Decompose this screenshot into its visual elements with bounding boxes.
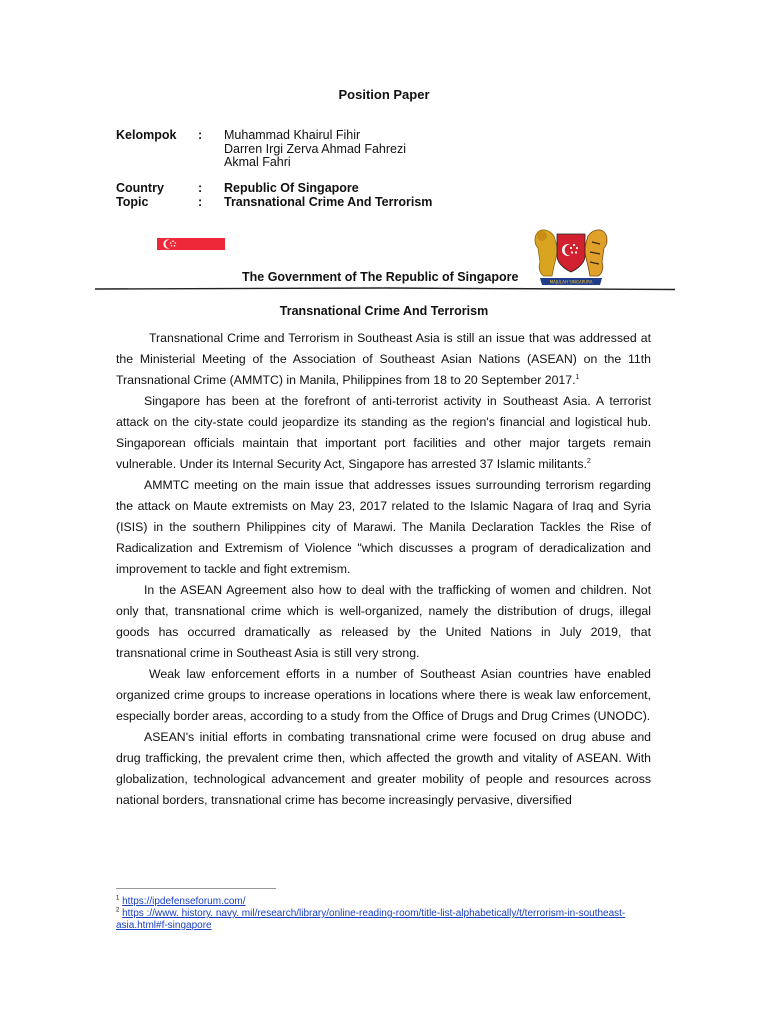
singapore-flag-icon [157,238,225,262]
paragraph: In the ASEAN Agreement also how to deal with the trafficking of women and children. Not only that, transnational crime which is well-organized, namely the distribution of drugs, illegal goods has occurred dramatically as released by the United Nations in July 2019, that transnational crime in Southeast Asia is still very strong. [116,583,651,660]
paragraph: Transnational Crime and Terrorism in Southeast Asia is still an issue that was addressed at the Ministerial Meeting of the Association of Southeast Asian Nations (ASEAN) on the 11th Transnational Crime (AMMTC) in Manila, Philippines from 18 to 20 September 2017.$^1$ [116,331,651,387]
kelompok-label: Kelompok [116,128,177,142]
topic-value: Transnational Crime And Terrorism [224,195,433,209]
member-name: Akmal Fahri [224,155,291,169]
paragraph: Weak law enforcement efforts in a number of Southeast Asian countries have enabled organized crime groups to increase operations in locations where there is weak law enforcement, especially border areas, according to a study from the Office of Drugs and Drug Crimes (UNODC). [116,667,651,723]
paragraph: ASEAN's initial efforts in combating transnational crime were focused on drug abuse and drug trafficking, the prevalent crime then, which affected the growth and vitality of ASEAN. With globalization, technological advancement and greater mobility of people and resources across national borders, transnational crime has become increasingly pervasive, diversified [116,730,651,807]
footnote-link[interactable]: https://ipdefenseforum.com/ [122,896,246,907]
government-title: The Government of The Republic of Singapore [242,270,519,284]
paragraph: Singapore has been at the forefront of anti-terrorist activity in Southeast Asia. A terrorist attack on the city-state could jeopardize its standing as the region's financial and logistical hub. Singaporean officials maintain that important port facilities and other major targets remain vulnerable. Under its Internal Security Act, Singapore has arrested 37 Islamic militants.$^2$ [116,394,651,471]
footnote-ref[interactable]: 2 [586,457,591,465]
country-value: Republic Of Singapore [224,181,359,195]
coat-of-arms-icon [530,222,612,288]
country-label: Country [116,181,164,195]
header-divider [95,287,675,291]
footnote-link[interactable]: https ://www. history. navy. mil/research/library/online-reading-room/title-list-alphabetically/t/terrorism-in-southeast-asia.html#f-singapore [116,908,626,931]
page-title: Position Paper [338,87,430,102]
footnotes [116,896,656,932]
footnote-divider [116,888,276,889]
body-text [116,328,651,811]
member-name: Darren Irgi Zerva Ahmad Fahrezi [224,141,407,156]
motto-text: MAJULAH SINGAPURA [549,279,593,285]
footnote-item: $^2$ https ://www. history. navy. mil/research/library/online-reading-room/title-list-alphabetically/t/terrorism-in-southeast-asia.html#f-singapore [116,907,626,931]
section-title: Transnational Crime And Terrorism [279,304,489,318]
country-separator: : [198,181,203,195]
kelompok-separator: : [198,128,203,142]
paragraph: AMMTC meeting on the main issue that addresses issues surrounding terrorism regarding the attack on Maute extremists on May 23, 2017 related to the Islamic Nagara of Iraq and Syria (ISIS) in the southern Philippines city of Marawi. The Manila Declaration Tackles the Rise of Radicalization and Extremism of Violence "which discusses a program of deradicalization and improvement to tackle and fight extremism. [116,478,651,576]
topic-separator: : [198,195,203,209]
footnote-ref[interactable]: 1 [575,373,580,381]
topic-label: Topic [116,195,149,209]
member-name: Muhammad Khairul Fihir [224,128,361,142]
member-list [224,129,406,170]
footnote-item: $^1$ https://ipdefenseforum.com/ [116,895,246,907]
